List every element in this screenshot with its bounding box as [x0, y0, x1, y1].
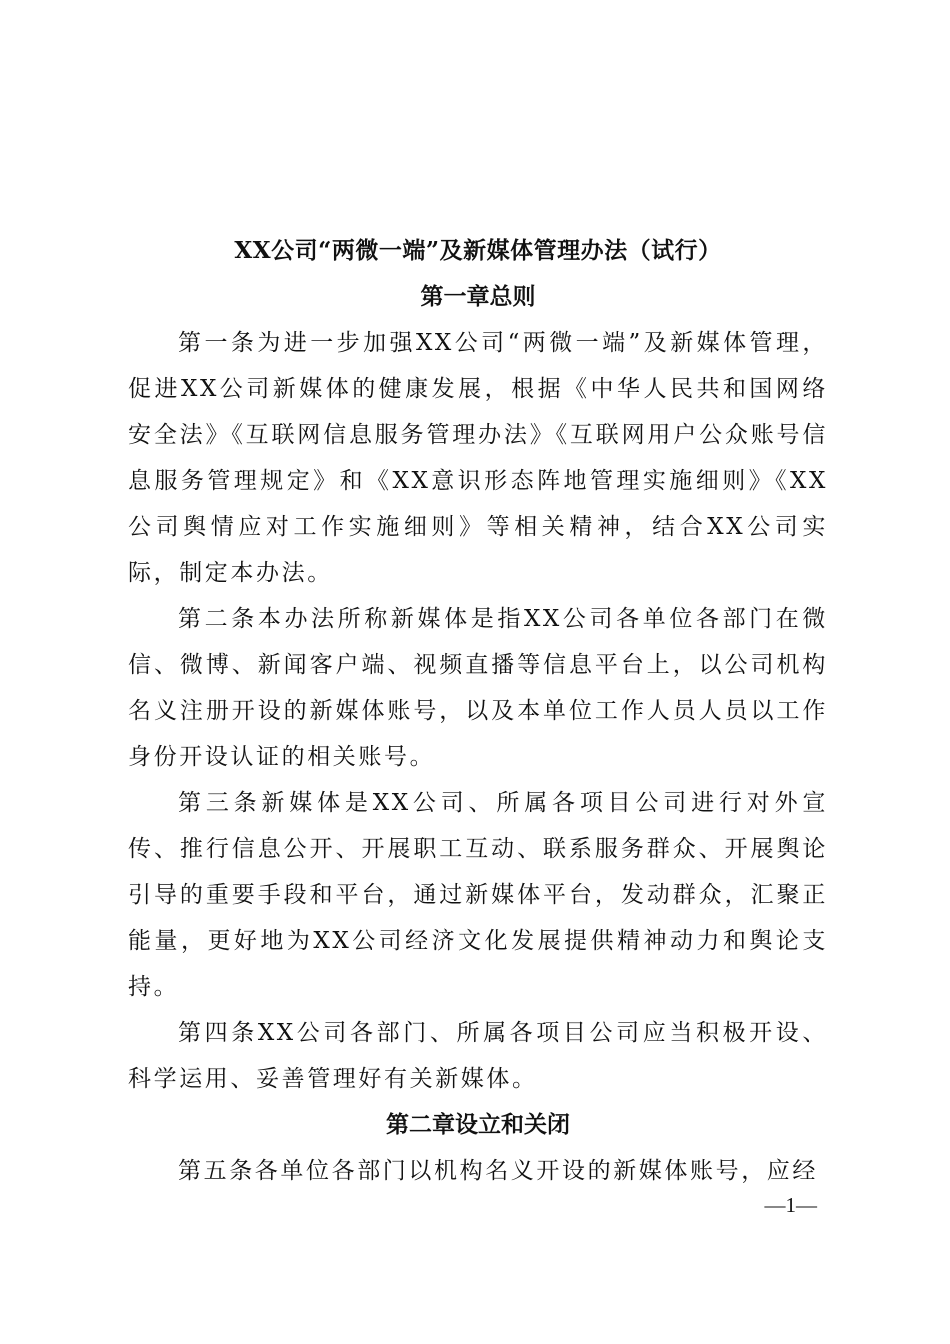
- article-1: 第一条为进一步加强XX公司“两微一端”及新媒体管理，促进XX公司新媒体的健康发展，根据《中华人民共和国网络安全法》《互联网信息服务管理办法》《互联网用户公众账号信息服务管理规定》和《XX意识形态阵地管理实施细则》《XX公司舆情应对工作实施细则》等相关精神，结合XX公司实际，制定本办法。: [128, 330, 828, 586]
- article-3: 第三条新媒体是XX公司、所属各项目公司进行对外宣传、推行信息公开、开展职工互动、联系服务群众、开展舆论引导的重要手段和平台，通过新媒体平台，发动群众，汇聚正能量，更好地为XX公司经济文化发展提供精神动力和舆论支持。: [128, 790, 828, 1000]
- chapter-heading-1: 第一章总则: [420, 283, 536, 310]
- document-title: XX公司“两微一端”及新媒体管理办法（试行）: [234, 237, 722, 264]
- article-4: 第四条XX公司各部门、所属各项目公司应当积极开设、科学运用、妥善管理好有关新媒体。: [128, 1020, 828, 1092]
- article-5: 第五条各单位各部门以机构名义开设的新媒体账号，应经: [178, 1158, 818, 1184]
- article-2: 第二条本办法所称新媒体是指XX公司各单位各部门在微信、微博、新闻客户端、视频直播等信息平台上，以公司机构名义注册开设的新媒体账号，以及本单位工作人员人员以工作身份开设认证的相关账号。: [128, 606, 828, 770]
- page-number: —1—: [764, 1193, 817, 1217]
- document-body: [128, 228, 828, 1194]
- chapter-heading-2: 第二章设立和关闭: [386, 1111, 570, 1138]
